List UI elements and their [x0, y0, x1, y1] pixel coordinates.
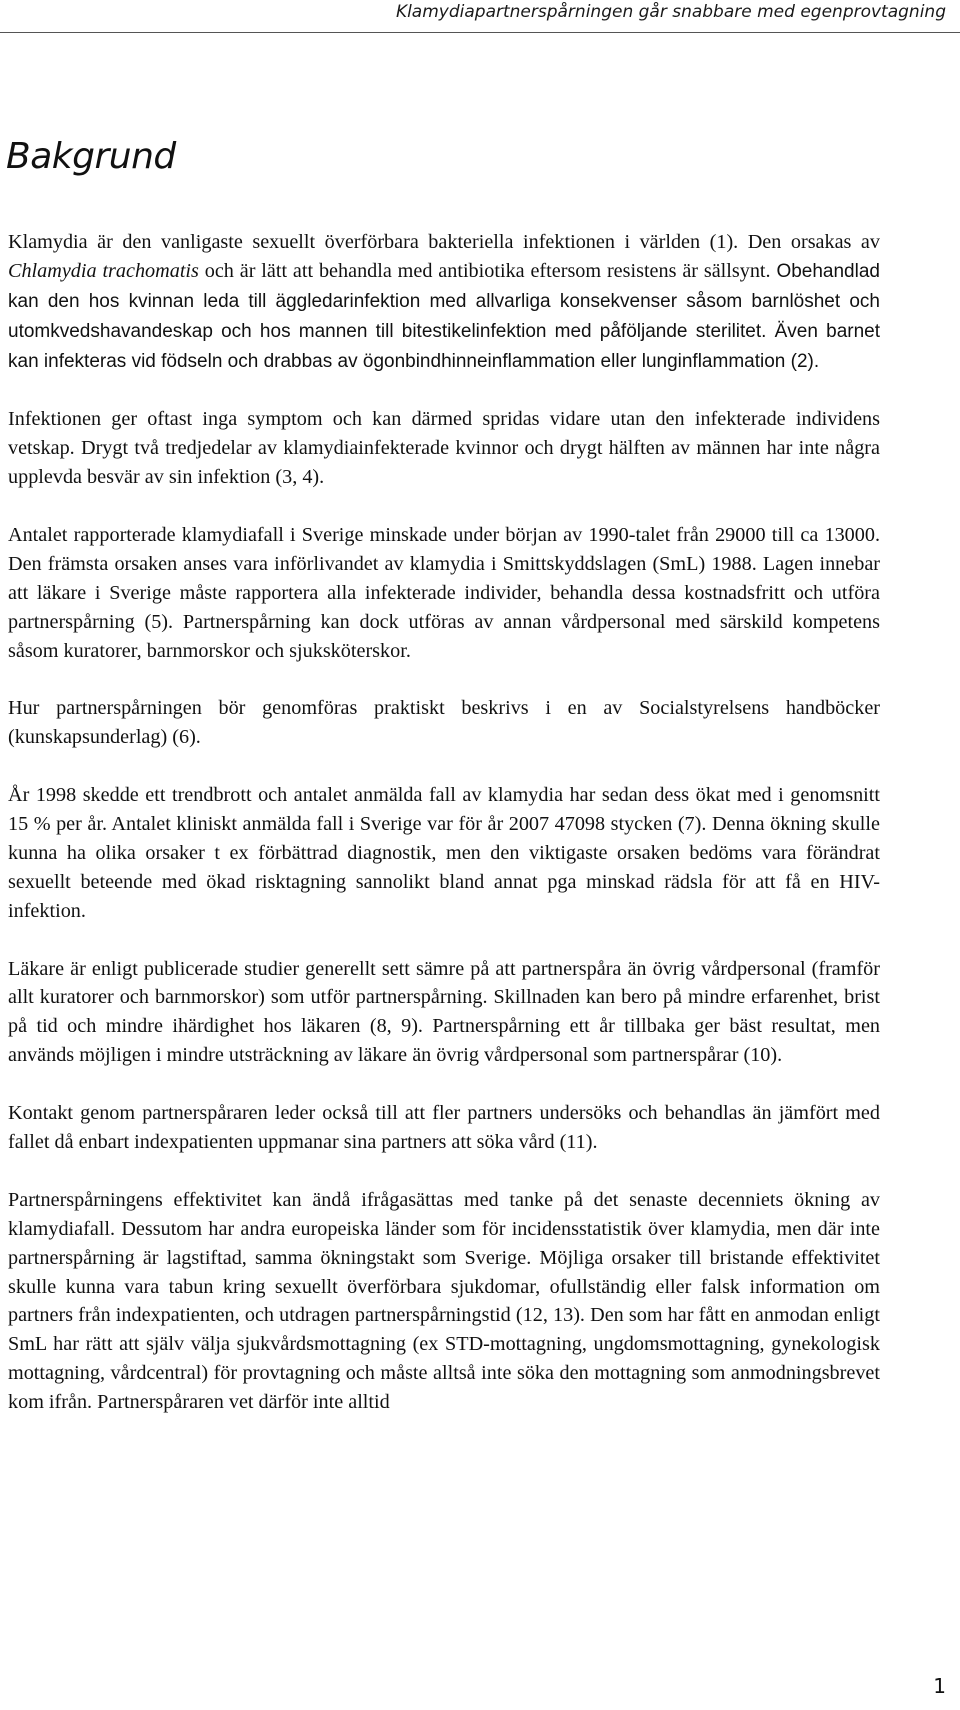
paragraph-3: Antalet rapporterade klamydiafall i Sverige minskade under början av 1990-talet från 29000 till ca 13000. Den främsta orsaken anses vara införlivandet av klamydia i Smittskyddslagen (SmL) 1988. Lagen innebar att läkare i Sverige måste rapportera alla infekterade individer, behandla dessa kostnadsfritt och utföra partnerspårning (5). Partnerspårning kan dock utföras av annan vårdpersonal med särskild kompetens såsom kuratorer, barnmorskor och sjuksköterskor. [8, 524, 880, 662]
section-title: Bakgrund [6, 136, 176, 177]
paragraph-5: År 1998 skedde ett trendbrott och antalet anmälda fall av klamydia har sedan dess ökat med i genomsnitt 15 % per år. Antalet kliniskt anmälda fall i Sverige var för år 2007 47098 stycken (7). Denna ökning skulle kunna ha olika orsaker t ex förbättrad diagnostik, men den viktigaste orsaken bedöms vara förändrat sexuellt beteende med ökad risktagning sannolikt bland annat pga minskad rädsla för att få en HIV-infektion. [8, 784, 880, 922]
pathogen-name: Chlamydia trachomatis [8, 259, 199, 282]
paragraph-1 [8, 228, 880, 377]
paragraph-1-part-a: Klamydia är den vanligaste sexuellt överförbara bakteriella infektionen i världen (1). Den orsakas av [8, 231, 880, 253]
paragraph-1-part-b: och är lätt att behandla med antibiotika eftersom resistens är sällsynt. [198, 259, 777, 282]
paragraph-2: Infektionen ger oftast inga symptom och kan därmed spridas vidare utan den infekterade individens vetskap. Drygt två tredjedelar av klamydiainfekterade kvinnor och drygt hälften av männen har inte några upplevda besvär av sin infektion (3, 4). [8, 408, 880, 489]
header-rule [0, 32, 960, 33]
page-number: 1 [933, 1674, 946, 1698]
paragraph-6: Läkare är enligt publicerade studier generellt sett sämre på att partnerspåra än övrig vårdpersonal (framför allt kuratorer och barnmorskor) som utför partnerspårning. Skillnaden kan bero på mindre erfarenhet, brist på tid och mindre ihärdighet hos läkaren (8, 9). Partnerspårning ett år tillbaka ger bäst resultat, men används möjligen i mindre utsträckning av läkare än övrig vårdpersonal som partnerspårar (10). [8, 957, 880, 1067]
paragraph-4: Hur partnerspårningen bör genomföras praktiskt beskrivs i en av Socialstyrelsens handböcker (kunskapsunderlag) (6). [8, 697, 880, 749]
body-text [8, 228, 880, 1446]
running-header-title: Klamydiapartnerspårningen går snabbare med egenprovtagning [395, 2, 946, 22]
paragraph-7: Kontakt genom partnerspåraren leder också till att fler partners undersöks och behandlas än jämfört med fallet då enbart indexpatienten uppmanar sina partners att söka vård (11). [8, 1102, 880, 1153]
paragraph-1-part-c: Obehandlad kan den hos kvinnan leda till äggledarinfektion med allvarliga konsekvenser såsom barnlöshet och utomkvedshavandeskap och hos mannen till bitestikelinfektion med påföljande sterilitet. Även barnet kan infekteras vid födseln och drabbas av ögonbindhinneinflammation eller lunginflammation (2). [8, 260, 880, 372]
paragraph-8: Partnerspårningens effektivitet kan ändå ifrågasättas med tanke på det senaste decenniets ökning av klamydiafall. Dessutom har andra europeiska länder som för incidensstatistik över klamydia, men där inte partnerspårning är lagstiftad, samma ökningstakt som Sverige. Möjliga orsaker till bristande effektivitet skulle kunna vara tabun kring sexuellt överförbara sjukdomar, ofullständig eller falsk information om partners från indexpatienten, och utdragen partnerspårningstid (12, 13). Den som har fått en anmodan enligt SmL har rätt att själv välja sjukvårdsmottagning (ex STD-mottagning, ungdomsmottagning, gynekologisk mottagning, vårdcentral) för provtagning och måste alltså inte söka den mottagning som anmodningsbrevet kom ifrån. Partnerspåraren vet därför inte alltid [8, 1188, 880, 1414]
